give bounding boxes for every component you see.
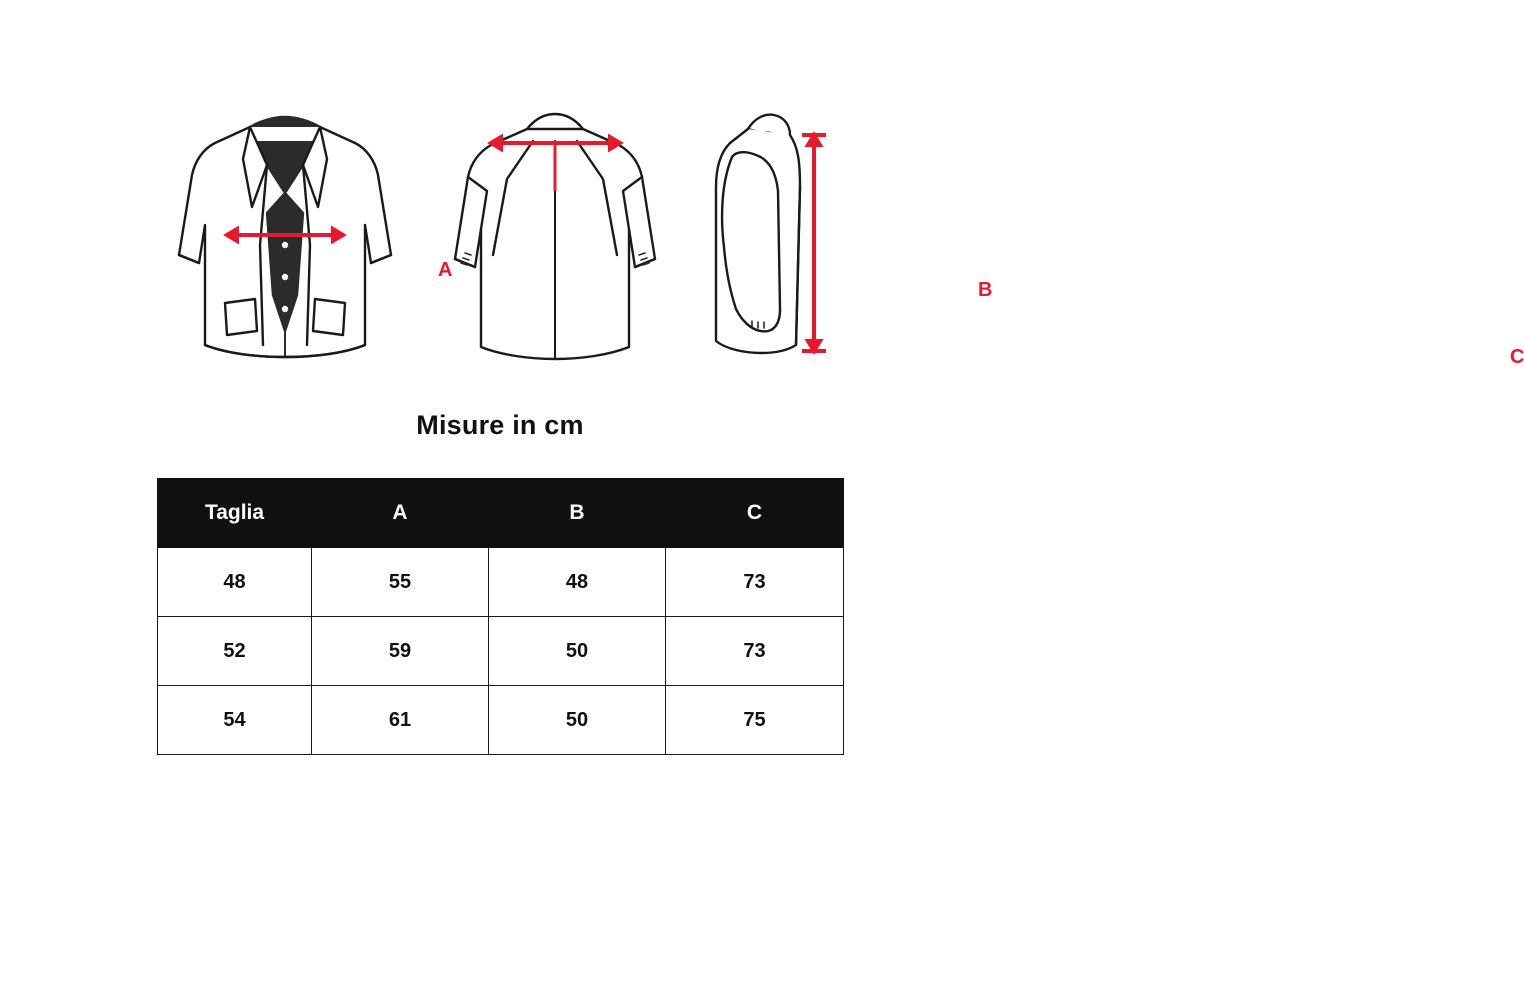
jacket-back-illustration [435, 95, 993, 385]
table-row [158, 686, 844, 755]
cell-b: 48 [489, 548, 666, 617]
header-a: A [312, 479, 489, 548]
front-view-svg [155, 95, 415, 385]
header-b: B [489, 479, 666, 548]
cell-a: 55 [312, 548, 489, 617]
measure-label-c: C [1510, 346, 1524, 368]
table-row [158, 617, 844, 686]
size-table-head [158, 479, 844, 548]
measure-label-b: B [978, 279, 993, 301]
header-taglia: Taglia [158, 479, 312, 548]
cell-a: 61 [312, 686, 489, 755]
size-table [157, 478, 844, 755]
measure-label-a: A [438, 259, 453, 281]
measure-line-c [802, 135, 826, 351]
cell-c: 75 [666, 686, 844, 755]
back-view-svg [435, 95, 675, 385]
cell-size: 48 [158, 548, 312, 617]
cell-size: 54 [158, 686, 312, 755]
caption-measures-in-cm: Misure in cm [416, 410, 584, 440]
cell-size: 52 [158, 617, 312, 686]
size-table-body [158, 548, 844, 755]
table-header-row [158, 479, 844, 548]
cell-b: 50 [489, 617, 666, 686]
jacket-front-illustration [155, 95, 453, 385]
size-table-container [157, 478, 843, 755]
side-view-svg [690, 95, 850, 385]
cell-b: 50 [489, 686, 666, 755]
jacket-illustrations [0, 95, 1524, 385]
cell-a: 59 [312, 617, 489, 686]
table-row [158, 548, 844, 617]
header-c: C [666, 479, 844, 548]
cell-c: 73 [666, 548, 844, 617]
cell-c: 73 [666, 617, 844, 686]
jacket-side-illustration [690, 95, 1524, 385]
